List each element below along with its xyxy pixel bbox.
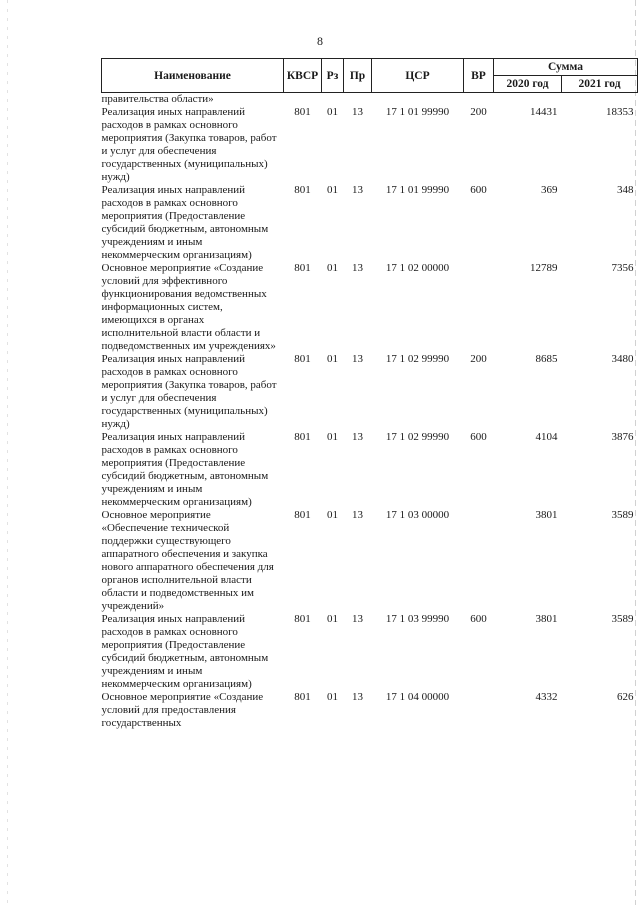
row-kvsr: 801 — [294, 613, 311, 625]
header-pr: Пр — [344, 59, 372, 93]
row-pr: 13 — [352, 691, 363, 703]
row-name: Реализация иных направлений расходов в рамках основного мероприятия (Предоставление субсидий бюджетным, автономным учреждениям и иным некоммерческим организациям) — [101, 431, 269, 508]
page-number: 8 — [317, 34, 323, 48]
row-rz: 01 — [327, 184, 338, 196]
header-year-2020: 2020 год — [494, 76, 562, 93]
row-kvsr: 801 — [294, 106, 311, 118]
table-header — [102, 59, 638, 93]
row-sum-2021: 3480 — [611, 353, 634, 365]
row-csr: 17 1 02 99990 — [385, 431, 450, 443]
table-row — [102, 93, 638, 107]
scan-edge-left — [7, 0, 8, 905]
row-name: Реализация иных направлений расходов в рамках основного мероприятия (Предоставление субсидий бюджетным, автономным учреждениям и иным некоммерческим организациям) — [101, 613, 269, 690]
row-sum-2021: 3589 — [611, 509, 634, 521]
row-pr: 13 — [352, 509, 363, 521]
row-name: Основное мероприятие «Создание условий для эффективного функционирования ведомственных информационных систем, имеющихся в органах исполнительной власти области и подведомственных им учреждениях» — [101, 262, 276, 352]
row-sum-2021: 7356 — [611, 262, 634, 274]
row-pr: 13 — [352, 106, 363, 118]
row-name: Реализация иных направлений расходов в рамках основного мероприятия (Закупка товаров, работ и услуг для обеспечения государственных (муниципальных) нужд) — [101, 106, 277, 183]
row-vr: 600 — [470, 613, 487, 625]
row-csr: 17 1 04 00000 — [385, 691, 450, 703]
row-sum-2021 — [562, 93, 638, 107]
row-vr: 200 — [470, 106, 487, 118]
row-pr: 13 — [352, 353, 363, 365]
table-body — [102, 93, 638, 731]
row-sum-2020: 4332 — [535, 691, 558, 703]
row-sum-2021: 626 — [617, 691, 634, 703]
row-vr — [464, 93, 494, 107]
row-csr: 17 1 02 99990 — [385, 353, 450, 365]
row-pr: 13 — [352, 613, 363, 625]
row-pr: 13 — [352, 431, 363, 443]
row-sum-2020: 14431 — [530, 106, 558, 118]
row-name: Основное мероприятие «Создание условий для предоставления государственных — [101, 691, 264, 729]
row-vr: 600 — [470, 184, 487, 196]
row-csr: 17 1 03 99990 — [385, 613, 450, 625]
row-sum-2021: 18353 — [606, 106, 634, 118]
row-rz: 01 — [327, 691, 338, 703]
row-rz: 01 — [327, 431, 338, 443]
table-row — [102, 106, 638, 184]
row-sum-2021: 3876 — [611, 431, 634, 443]
row-csr: 17 1 02 00000 — [385, 262, 450, 274]
row-rz: 01 — [327, 106, 338, 118]
row-vr: 600 — [470, 431, 487, 443]
row-pr: 13 — [352, 184, 363, 196]
row-pr — [344, 93, 372, 107]
header-sum: Сумма — [494, 59, 638, 76]
row-csr: 17 1 03 00000 — [385, 509, 450, 521]
header-rz: Рз — [322, 59, 344, 93]
row-name: Реализация иных направлений расходов в рамках основного мероприятия (Предоставление субсидий бюджетным, автономным учреждениям и иным некоммерческим организациям) — [101, 184, 269, 261]
row-csr — [372, 93, 464, 107]
header-name: Наименование — [102, 59, 284, 93]
row-vr — [464, 691, 494, 730]
row-sum-2020: 369 — [541, 184, 558, 196]
row-sum-2021: 348 — [617, 184, 634, 196]
budget-table — [101, 58, 638, 730]
row-kvsr: 801 — [294, 691, 311, 703]
row-kvsr: 801 — [294, 353, 311, 365]
table-row — [102, 353, 638, 431]
row-sum-2020: 3801 — [535, 613, 558, 625]
row-kvsr — [284, 93, 322, 107]
row-name: Реализация иных направлений расходов в рамках основного мероприятия (Закупка товаров, работ и услуг для обеспечения государственных (муниципальных) нужд) — [101, 353, 277, 430]
header-year-2021: 2021 год — [562, 76, 638, 93]
row-pr: 13 — [352, 262, 363, 274]
row-rz — [322, 93, 344, 107]
row-sum-2020: 12789 — [530, 262, 558, 274]
table-row — [102, 613, 638, 691]
header-csr: ЦСР — [372, 59, 464, 93]
row-rz: 01 — [327, 262, 338, 274]
row-rz: 01 — [327, 613, 338, 625]
row-kvsr: 801 — [294, 184, 311, 196]
row-sum-2020: 8685 — [535, 353, 558, 365]
row-kvsr: 801 — [294, 509, 311, 521]
row-sum-2020: 3801 — [535, 509, 558, 521]
row-kvsr: 801 — [294, 431, 311, 443]
row-sum-2020: 4104 — [535, 431, 558, 443]
row-rz: 01 — [327, 353, 338, 365]
row-name: правительства области» — [101, 93, 214, 105]
row-vr — [464, 262, 494, 353]
table-row — [102, 184, 638, 262]
row-sum-2021: 3589 — [611, 613, 634, 625]
table-row — [102, 431, 638, 509]
row-kvsr: 801 — [294, 262, 311, 274]
row-name: Основное мероприятие «Обеспечение технической поддержки существующего аппаратного обеспечения и закупка нового аппаратного обеспечения для органов исполнительной власти области и подведомственных им учреждений» — [101, 509, 274, 612]
row-rz: 01 — [327, 509, 338, 521]
row-sum-2020 — [494, 93, 562, 107]
row-vr — [464, 509, 494, 613]
header-kvsr: КВСР — [284, 59, 322, 93]
table-row — [102, 509, 638, 613]
table-row — [102, 262, 638, 353]
header-vr: ВР — [464, 59, 494, 93]
row-vr: 200 — [470, 353, 487, 365]
row-csr: 17 1 01 99990 — [385, 106, 450, 118]
table-row — [102, 691, 638, 730]
row-csr: 17 1 01 99990 — [385, 184, 450, 196]
